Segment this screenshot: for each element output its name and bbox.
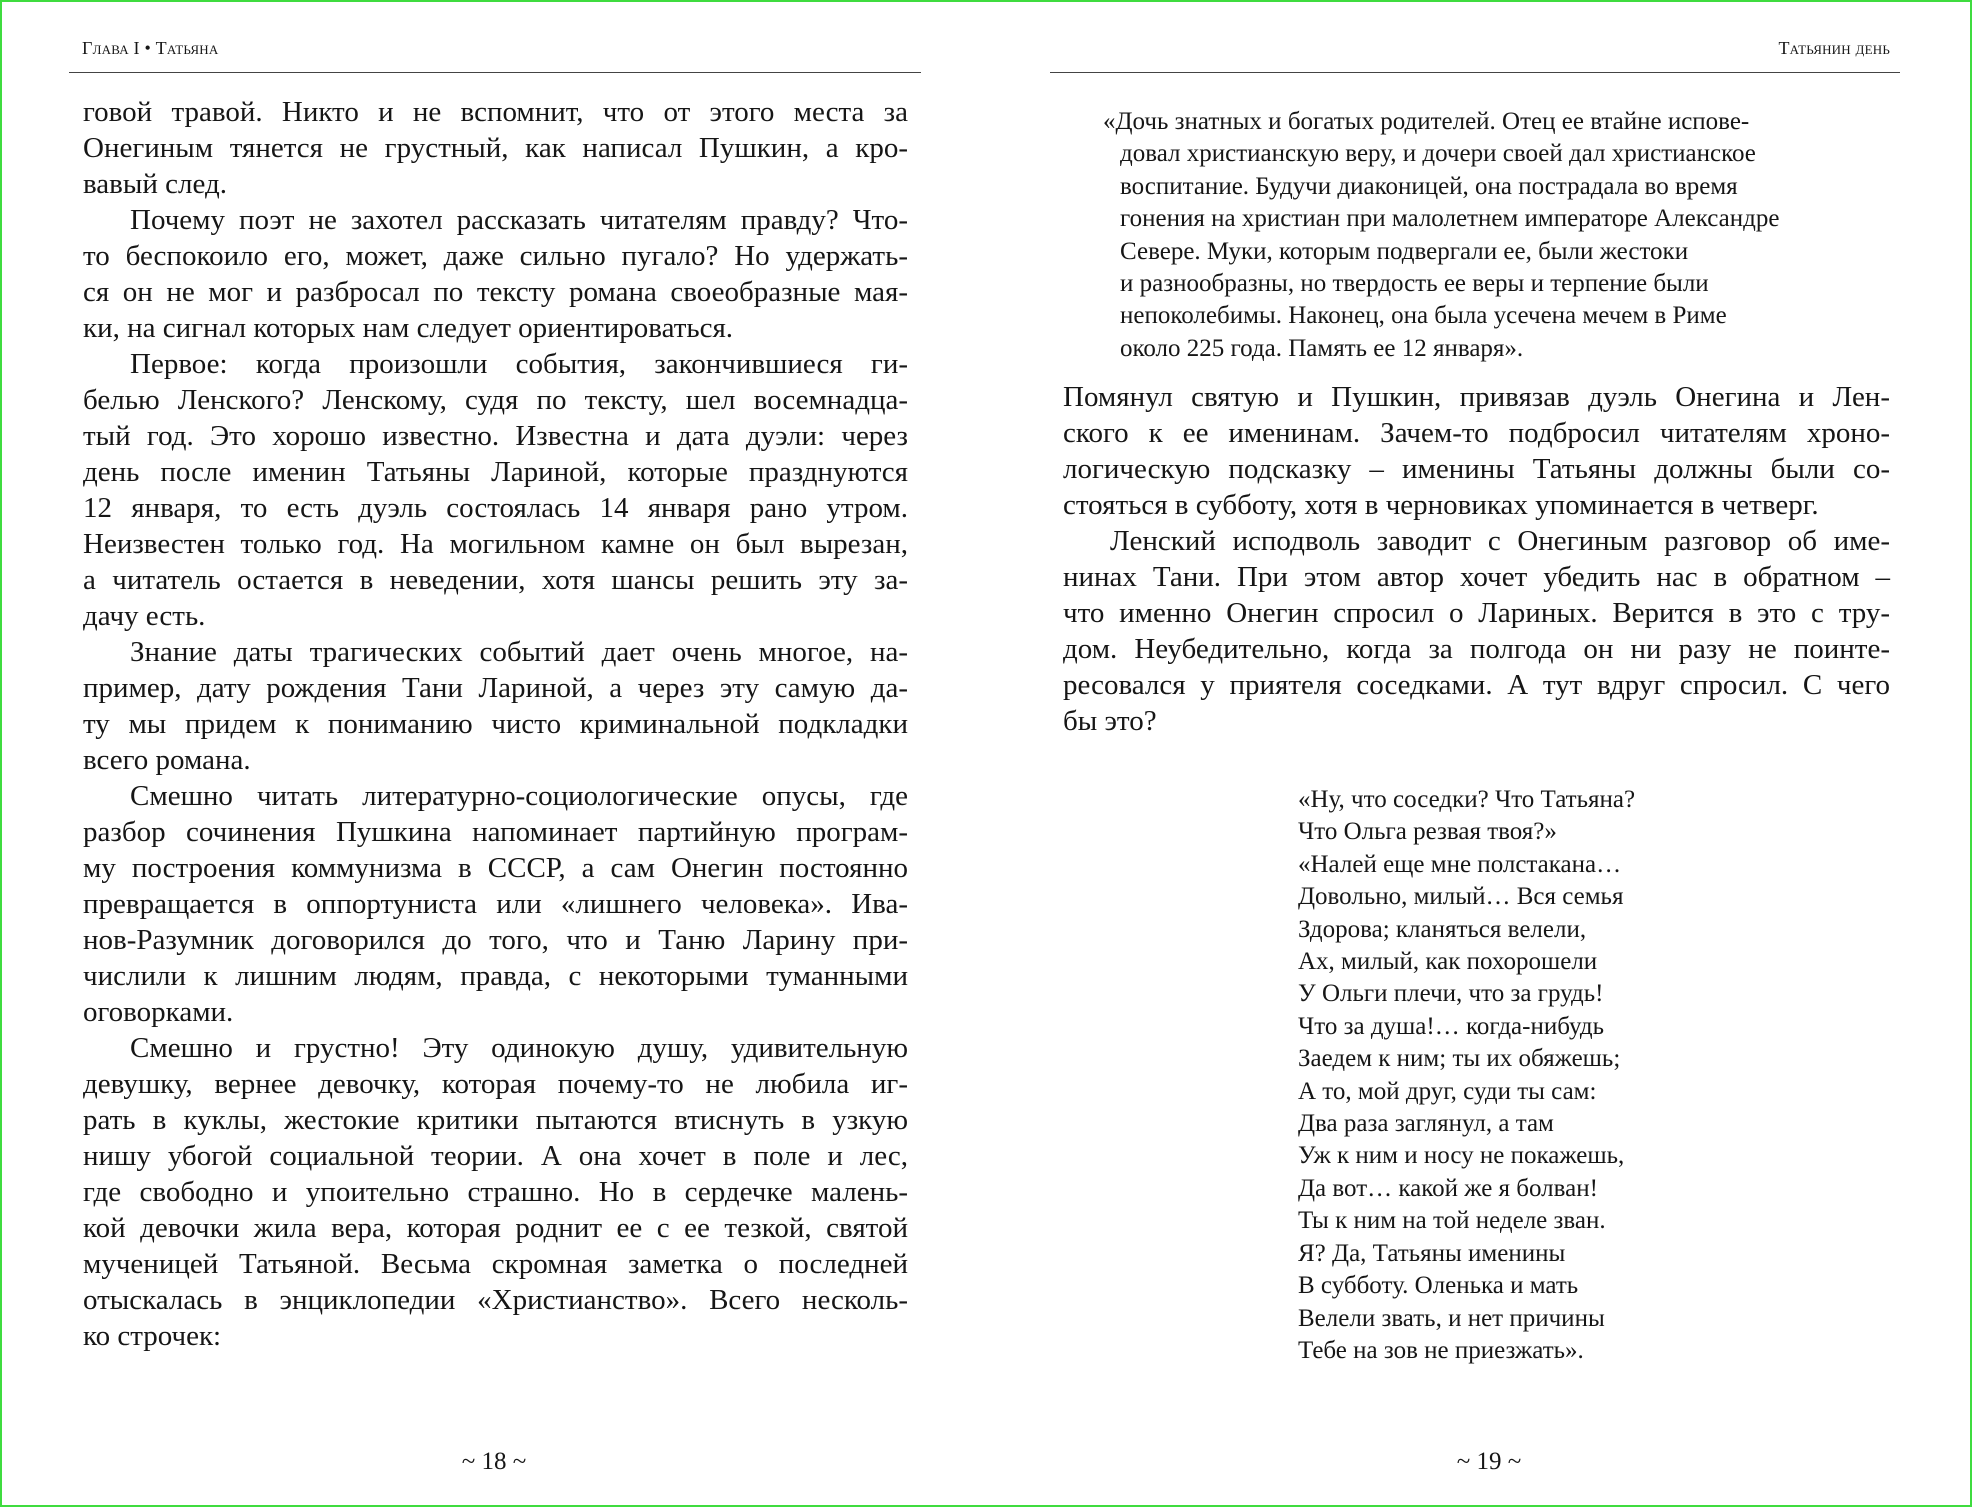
text-line: Онегиным тянется не грустный, как написал Пушкин, а кро- (83, 132, 908, 164)
text-line: ко строчек: (83, 1320, 222, 1352)
text-line: около 225 года. Память ее 12 января». (1120, 334, 1524, 362)
text-line: ского к ее именинам. Зачем-то подбросил читателям хроно- (1063, 417, 1890, 449)
running-header-right: Татьянин день (1778, 38, 1890, 58)
text-line: Что за душа!… когда-нибудь (1298, 1012, 1605, 1040)
paragraph (83, 202, 908, 346)
text-line: день после именин Татьяны Лариной, которые празднуются (83, 456, 908, 488)
text-line: рать в куклы, жестокие критики пытаются втиснуть в узкую (83, 1104, 908, 1136)
text-line: ки, на сигнал которых нам следует ориентироваться. (83, 312, 734, 344)
text-line: мученицей Татьяной. Весьма скромная заметка о последней (83, 1248, 908, 1280)
text-line: дом. Неубедительно, когда за полгода он ни разу не поинте- (1063, 633, 1890, 665)
text-line: У Ольги плечи, что за грудь! (1298, 980, 1604, 1008)
running-header-left: Глава I • Татьяна (82, 38, 219, 58)
text-line: ся он не мог и разбросал по тексту романа своеобразные мая- (83, 276, 908, 308)
text-line: разбор сочинения Пушкина напоминает партийную програм- (83, 816, 908, 848)
text-line: Заедем к ним; ты их обяжешь; (1298, 1045, 1621, 1073)
text-line: Неизвестен только год. На могильном камне он был вырезан, (83, 528, 908, 560)
paragraph (83, 1030, 908, 1354)
text-line: «Налей еще мне полстакана… (1298, 850, 1622, 878)
text-line: говой травой. Никто и не вспомнит, что от этого места за (83, 96, 908, 128)
text-line: Я? Да, Татьяны именины (1298, 1239, 1566, 1267)
paragraph (83, 94, 908, 202)
text-line: логическую подсказку – именины Татьяны должны были со- (1063, 453, 1890, 485)
text-line: Да вот… какой же я болван! (1298, 1174, 1598, 1202)
text-line: пример, дату рождения Тани Лариной, а через эту самую да- (83, 672, 908, 704)
page-number-left: ~ 18 ~ (461, 1448, 527, 1475)
right-page-body-text (1063, 379, 1890, 739)
text-line: Помянул святую и Пушкин, привязав дуэль Онегина и Лен- (1063, 381, 1890, 413)
text-line: гонения на христиан при малолетнем императоре Александре (1120, 205, 1780, 233)
text-line: Ленский исподволь заводит с Онегиным разговор об име- (1110, 525, 1890, 557)
text-line: бы это? (1063, 705, 1157, 737)
text-line: стояться в субботу, хотя в черновиках упоминается в четверг. (1063, 489, 1819, 521)
text-line: Знание даты трагических событий дает очень многое, на- (130, 636, 908, 668)
text-line: Смешно и грустно! Эту одинокую душу, удивительную (130, 1032, 908, 1064)
text-line: му построения коммунизма в СССР, а сам Онегин постоянно (83, 852, 908, 884)
text-line: воспитание. Будучи диаконицей, она пострадала во время (1120, 172, 1738, 200)
text-line: В субботу. Оленька и мать (1298, 1272, 1579, 1300)
paragraph (83, 346, 908, 634)
text-line: довал христианскую веру, и дочери своей дал христианское (1120, 140, 1756, 168)
text-line: отыскалась в энциклопедии «Христианство». Всего несколь- (83, 1284, 908, 1316)
text-line: числили к лишним людям, правда, с некоторыми туманными (83, 960, 908, 992)
text-line: вавый след. (83, 168, 227, 200)
text-line: Тебе на зов не приезжать». (1298, 1336, 1584, 1364)
text-line: кой девочки жила вера, которая роднит ее с ее тезкой, святой (83, 1212, 908, 1244)
text-line: белью Ленского? Ленскому, судя по тексту, шел восемнадца- (83, 384, 908, 416)
text-line: непоколебимы. Наконец, она была усечена мечем в Риме (1120, 302, 1727, 330)
text-line: Что Ольга резвая твоя?» (1298, 818, 1557, 846)
paragraph (83, 778, 908, 1030)
text-line: Почему поэт не захотел рассказать читателям правду? Что- (130, 204, 908, 236)
text-line: Ах, милый, как похорошели (1298, 948, 1598, 976)
poem-excerpt (1298, 784, 1635, 1367)
text-line: Уж к ним и носу не покажешь, (1298, 1142, 1625, 1170)
text-line: Два раза заглянул, а там (1298, 1110, 1554, 1138)
text-line: Велели звать, и нет причины (1298, 1304, 1605, 1332)
page-number-right: ~ 19 ~ (1456, 1448, 1522, 1475)
text-line: превращается в оппортуниста или «лишнего человека». Ива- (83, 888, 908, 920)
header-rule-right (1050, 72, 1900, 73)
text-line: А то, мой друг, суди ты сам: (1298, 1077, 1597, 1105)
text-line: ресовался у приятеля соседками. А тут вдруг спросил. С чего (1063, 669, 1890, 701)
text-line: нишу убогой социальной теории. А она хочет в поле и лес, (83, 1140, 908, 1172)
text-line: Здорова; кланяться велели, (1298, 915, 1587, 943)
text-line: и разнообразны, но твердость ее веры и терпение были (1120, 270, 1709, 298)
text-line: Севере. Муки, которым подвергали ее, были жестоки (1120, 237, 1689, 265)
text-line: Смешно читать литературно-социологические опусы, где (130, 780, 908, 812)
paragraph (83, 634, 908, 778)
paragraph (1063, 379, 1890, 523)
text-line: девушку, вернее девочку, которая почему-то не любила иг- (83, 1068, 908, 1100)
text-line: а читатель остается в неведении, хотя шансы решить эту за- (83, 564, 908, 596)
text-line: нов-Разумник договорился до того, что и Таню Ларину при- (83, 924, 908, 956)
text-line: нинах Тани. При этом автор хочет убедить нас в обратном – (1063, 561, 1890, 593)
text-line: «Ну, что соседки? Что Татьяна? (1298, 786, 1636, 813)
text-line: Довольно, милый… Вся семья (1298, 883, 1624, 911)
text-line: всего романа. (83, 744, 251, 776)
text-line: Ты к ним на той неделе зван. (1298, 1207, 1606, 1235)
left-page-body-text (83, 94, 908, 1354)
paragraph (1063, 523, 1890, 739)
text-line: то беспокоило его, может, даже сильно пугало? Но удержать- (83, 240, 908, 272)
text-line: дачу есть. (83, 600, 206, 632)
text-line: ту мы придем к пониманию чисто криминальной подкладки (83, 708, 908, 740)
text-line: где свободно и упоительно страшно. Но в сердечке малень- (83, 1176, 908, 1208)
text-line: 12 января, то есть дуэль состоялась 14 января рано утром. (83, 492, 908, 524)
text-line: Первое: когда произошли события, закончившиеся ги- (130, 348, 908, 380)
text-line: тый год. Это хорошо известно. Известна и дата дуэли: через (83, 420, 908, 452)
text-line: что именно Онегин спросил о Лариных. Верится в это с тру- (1063, 597, 1890, 629)
text-line: «Дочь знатных и богатых родителей. Отец ее втайне испове- (1103, 108, 1750, 135)
encyclopedia-quote (1103, 106, 1873, 365)
header-rule-left (69, 72, 921, 73)
text-line: оговорками. (83, 996, 234, 1028)
